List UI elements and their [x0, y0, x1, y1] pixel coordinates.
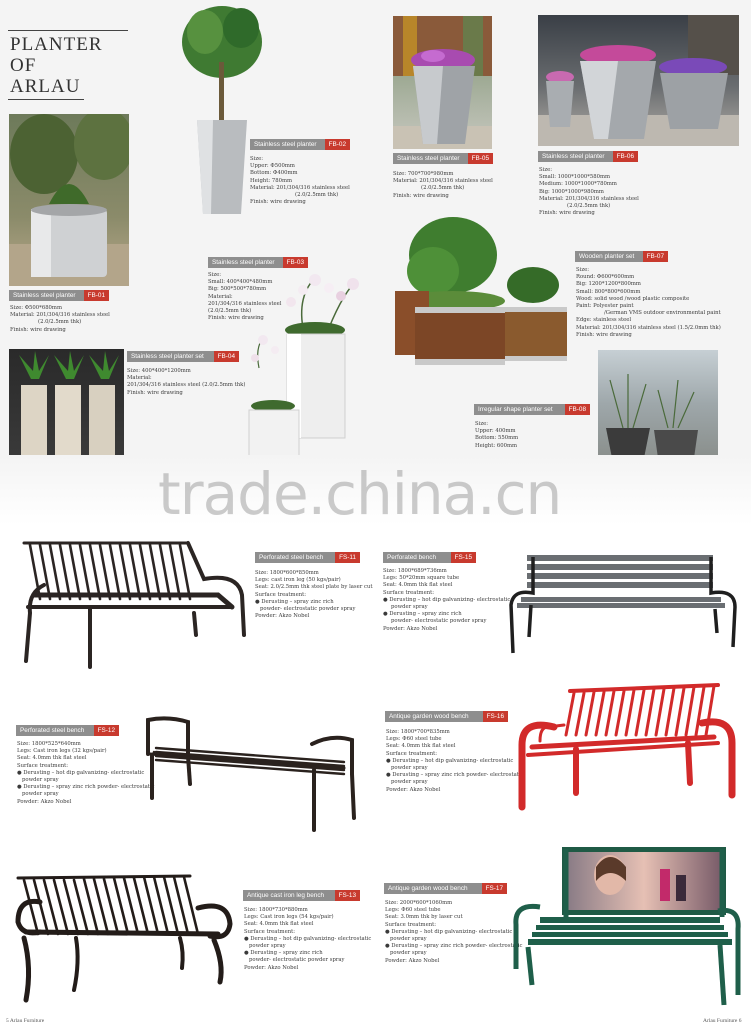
spec-line: ● Derusting – spray zinc rich	[255, 598, 334, 605]
fb06-specs	[539, 167, 639, 217]
spec-line: powder spray	[391, 779, 428, 786]
spec-line: Small: 800*800*600mm	[576, 288, 641, 295]
fb01-specs	[10, 305, 110, 334]
fb06-name: Stainless steel planter	[538, 151, 613, 162]
spec-line: powder spray	[390, 936, 427, 943]
spec-line: (2.0/2.5mm thk)	[295, 192, 339, 199]
spec-line: Height: 600mm	[475, 442, 518, 449]
spec-line: Size:	[250, 156, 264, 162]
spec-line: Bottom: 550mm	[475, 435, 519, 442]
fb02-label	[250, 139, 350, 150]
fb02-specs	[250, 156, 350, 206]
fs12-name: Perforated steel bench	[16, 725, 94, 736]
spec-line: (2.0/2.5mm thk)	[208, 308, 252, 315]
spec-line: ● Derusting – hot dip galvanizing- electrostatic	[383, 596, 511, 603]
spec-line: Size: 2000*600*1060mm	[385, 900, 453, 906]
fs12-label	[16, 725, 119, 736]
spec-line: Legs: Cast iron legs (32 kgs/pair)	[17, 748, 107, 755]
fb06-photo	[538, 15, 739, 146]
spec-line: powder- electrostatic powder spray	[391, 618, 487, 625]
spec-line: Material: 201/304/316 stainless steel (1.5/2.0mm thk)	[576, 324, 721, 331]
spec-line: ● Derusting – spray zinc rich powder- electrostatic	[385, 943, 523, 950]
fb08-planter-image	[598, 350, 718, 458]
spec-line: (2.0/2.5mm thk)	[421, 185, 465, 192]
spec-line: Powder: Akzo Nobel	[244, 964, 299, 971]
fb01-code: FB-01	[84, 290, 109, 301]
spec-line: Seat: 4.0mm thk flat steel	[383, 582, 453, 589]
spec-line: Upper: Φ500mm	[250, 163, 295, 170]
title-line-2: OF	[10, 55, 37, 76]
spec-line: ● Derusting – spray zinc rich powder- electrostatic	[386, 772, 524, 779]
fs16-photo	[518, 683, 737, 813]
spec-line: Bottom: Φ400mm	[250, 170, 298, 177]
spec-line: powder spray	[249, 943, 286, 950]
spec-line: Size:	[475, 421, 489, 427]
spec-line: ● Derusting – spray zinc rich	[383, 611, 462, 618]
fb06-label	[538, 151, 638, 162]
spec-line: /German VMS outdoor environmental paint	[604, 310, 721, 317]
page-number-right: 6	[738, 1018, 742, 1024]
fs16-label	[385, 711, 508, 722]
spec-line: Finish: wire drawing	[10, 326, 66, 333]
spec-line: Finish: wire drawing	[250, 199, 306, 206]
fb03-photo	[245, 268, 370, 458]
fs11-label	[255, 552, 360, 563]
fb08-name: Irregular shape planter set	[474, 404, 565, 415]
spec-line: ● Derusting – hot dip galvanizing- electrostatic	[244, 935, 372, 942]
spec-line: Seat: 3.0mm thk by laser cut	[385, 914, 463, 921]
spec-line: Size: 1800*730*880mm	[244, 907, 308, 913]
fb04-label	[127, 351, 239, 362]
spec-line: Powder: Akzo Nobel	[386, 786, 441, 793]
footer-brand-right: Arlau Furniture	[703, 1018, 738, 1024]
fs16-name: Antique garden wood bench	[385, 711, 483, 722]
spec-line: Medium: 1000*1000*780mm	[539, 181, 617, 188]
fs16-bench-image	[518, 683, 737, 813]
footer-brand-left: Arlau Furniture	[9, 1018, 45, 1024]
fb06-code: FB-06	[613, 151, 638, 162]
fb05-label	[393, 153, 493, 164]
fb08-photo	[598, 350, 718, 458]
spec-line: Seat: 4.0mm thk flat steel	[17, 755, 87, 762]
spec-line: powder spray	[391, 765, 428, 772]
fs12-specs	[17, 741, 155, 806]
spec-line: Finish: wire drawing	[208, 315, 264, 322]
watermark: trade.china.cn	[158, 460, 562, 528]
spec-line: Material: 201/304/316 stainless steel	[539, 195, 639, 202]
fs15-photo	[507, 553, 739, 657]
spec-line: Upper: 400mm	[475, 428, 516, 435]
spec-line: Big: 1000*1000*980mm	[539, 188, 604, 195]
fs13-code: FS-13	[335, 890, 360, 901]
fs17-bench-image	[510, 845, 742, 1017]
fb05-planter-image	[393, 16, 492, 149]
title-line-3: ARLAU	[10, 76, 81, 97]
spec-line: Big: 500*500*780mm	[208, 286, 267, 293]
fb06-planter-image	[538, 15, 739, 146]
spec-line: Size: Φ500*680mm	[10, 305, 62, 311]
fb01-planter-image	[9, 114, 129, 286]
fb02-name: Stainless steel planter	[250, 139, 325, 150]
footer-right	[703, 1018, 742, 1024]
spec-line: ● Derusting – spray zinc rich	[244, 950, 323, 957]
spec-line: Size:	[576, 267, 590, 273]
spec-line: Material: 201/304/316 stainless steel	[250, 184, 350, 191]
spec-line: Legs: cast iron leg (50 kgs/pair)	[255, 577, 341, 584]
spec-line: Size:	[208, 272, 222, 278]
spec-line: Finish: wire drawing	[539, 210, 595, 217]
spec-line: Powder: Akzo Nobel	[255, 613, 310, 620]
spec-line: Small: 400*400*480mm	[208, 279, 273, 286]
spec-line: Big: 1200*1200*800mm	[576, 281, 641, 288]
title-bottom-rule	[8, 99, 84, 100]
spec-line: ● Derusting – hot dip galvanizing- electrostatic	[385, 928, 513, 935]
fb01-name: Stainless steel planter	[9, 290, 84, 301]
spec-line: powder spray	[390, 950, 427, 957]
spec-line: Material:	[127, 375, 152, 382]
fs17-photo	[510, 845, 742, 1017]
footer-left	[6, 1018, 44, 1024]
spec-line: Size:	[539, 167, 553, 173]
fs16-code: FS-16	[483, 711, 508, 722]
fb01-photo	[9, 114, 129, 286]
fs11-name: Perforated steel bench	[255, 552, 335, 563]
spec-line: powder spray	[22, 791, 59, 798]
fs15-specs	[383, 568, 510, 633]
spec-line: Surface treatment:	[385, 921, 437, 928]
fb07-name: Wooden planter set	[575, 251, 643, 262]
fs11-code: FS-11	[335, 552, 360, 563]
fb08-code: FB-08	[565, 404, 590, 415]
fb05-code: FB-05	[468, 153, 493, 164]
page-title	[10, 34, 103, 97]
spec-line: Finish: wire drawing	[393, 192, 449, 199]
spec-line: Legs: Cast iron legs (54 kgs/pair)	[244, 914, 334, 921]
spec-line: Size: 1800*700*835mm	[386, 729, 450, 735]
spec-line: ● Derusting – hot dip galvanizing- electrostatic	[386, 757, 514, 764]
fs13-specs	[244, 907, 371, 972]
fs12-bench-image	[144, 714, 359, 834]
fb04-planter-image	[9, 349, 124, 459]
title-line-1: PLANTER	[10, 34, 103, 55]
fb07-specs	[576, 267, 721, 339]
fb04-photo	[9, 349, 124, 459]
spec-line: Seat: 4.0mm thk flat steel	[386, 743, 456, 750]
fb07-label	[575, 251, 668, 262]
spec-line: Finish: wire drawing	[127, 389, 183, 396]
fs11-photo	[18, 533, 248, 673]
fs13-bench-image	[14, 872, 236, 1008]
spec-line: Seat: 2.0/2.5mm thk steel plate by laser cut	[255, 584, 373, 591]
fb07-planter-image	[393, 215, 573, 373]
spec-line: Height: 780mm	[250, 177, 293, 184]
spec-line: powder- electrostatic powder spray	[260, 606, 356, 613]
spec-line: Size: 1800*600*850mm	[255, 570, 319, 576]
spec-line: Paint: Polyester paint	[576, 303, 634, 310]
fs12-photo	[144, 714, 359, 834]
fb02-code: FB-02	[325, 139, 350, 150]
fb03-name: Stainless steel planter	[208, 257, 283, 268]
spec-line: (2.0/2.5mm thk)	[38, 319, 82, 326]
spec-line: Surface treatment:	[244, 928, 296, 935]
spec-line: Powder: Akzo Nobel	[17, 798, 72, 805]
fs12-code: FS-12	[94, 725, 119, 736]
fs16-specs	[386, 729, 524, 794]
fb05-name: Stainless steel planter	[393, 153, 468, 164]
spec-line: Size: 400*400*1200mm	[127, 368, 191, 374]
spec-line: (2.0/2.5mm thk)	[567, 203, 611, 210]
spec-line: Size: 1800*525*640mm	[17, 741, 81, 747]
spec-line: Surface treatment:	[386, 750, 438, 757]
fb07-code: FB-07	[643, 251, 668, 262]
spec-line: powder spray	[391, 604, 428, 611]
fb07-photo	[393, 215, 573, 373]
fs17-specs	[385, 900, 523, 965]
fs15-name: Perforated bench	[383, 552, 451, 563]
spec-line: Seat: 4.0mm thk flat steel	[244, 921, 314, 928]
spec-line: Powder: Akzo Nobel	[383, 625, 438, 632]
fb01-label	[9, 290, 109, 301]
spec-line: Material:	[208, 293, 233, 300]
fb04-specs	[127, 368, 245, 397]
spec-line: Material: 201/304/316 stainless steel	[393, 178, 493, 185]
fs17-label	[384, 883, 507, 894]
fs15-label	[383, 552, 476, 563]
fs13-label	[243, 890, 360, 901]
fs17-code: FS-17	[482, 883, 507, 894]
spec-line: Finish: wire drawing	[576, 331, 632, 338]
fb05-photo	[393, 16, 492, 149]
spec-line: powder- electrostatic powder spray	[249, 957, 345, 964]
spec-line: ● Derusting – spray zinc rich powder- electrostatic	[17, 784, 155, 791]
spec-line: 201/304/316 stainless steel	[208, 300, 282, 307]
spec-line: Size: 700*700*980mm	[393, 171, 454, 177]
fs15-bench-image	[507, 553, 739, 657]
fs15-code: FS-15	[451, 552, 476, 563]
spec-line: ● Derusting – hot dip galvanizing- electrostatic	[17, 769, 145, 776]
spec-line: Surface treatment:	[383, 589, 435, 596]
spec-line: Small: 1000*1000*580mm	[539, 174, 611, 181]
fs13-name: Antique cast iron leg bench	[243, 890, 335, 901]
fb04-code: FB-04	[214, 351, 239, 362]
spec-line: Legs: 50*20mm square tube	[383, 575, 460, 582]
fs11-bench-image	[18, 533, 248, 673]
spec-line: Wood: solid wood /wood plastic composite	[576, 295, 690, 302]
fb03-planter-image	[245, 268, 370, 458]
fs17-name: Antique garden wood bench	[384, 883, 482, 894]
spec-line: powder spray	[22, 777, 59, 784]
fs13-photo	[14, 872, 236, 1008]
spec-line: Material: 201/304/316 stainless steel	[10, 312, 110, 319]
spec-line: Edge: stainless steel	[576, 317, 632, 324]
page-number-left: 5	[6, 1018, 9, 1024]
spec-line: Round: Φ600*600mm	[576, 274, 635, 281]
spec-line: Surface treatment:	[17, 762, 69, 769]
fb08-specs	[475, 421, 518, 450]
title-top-rule	[8, 30, 128, 31]
spec-line: 201/304/316 stainless steel (2.0/2.5mm thk)	[127, 382, 246, 389]
fb08-label	[474, 404, 590, 415]
spec-line: Size: 1800*689*736mm	[383, 568, 447, 574]
fb05-specs	[393, 171, 493, 200]
spec-line: Legs: Φ60 steel tube	[385, 907, 441, 914]
spec-line: Surface treatment:	[255, 591, 307, 598]
fb04-name: Stainless steel planter set	[127, 351, 214, 362]
spec-line: Powder: Akzo Nobel	[385, 957, 440, 964]
fb03-code: FB-03	[283, 257, 308, 268]
spec-line: Legs: Φ60 steel tube	[386, 736, 442, 743]
fs11-specs	[255, 570, 373, 620]
fb03-label	[208, 257, 308, 268]
